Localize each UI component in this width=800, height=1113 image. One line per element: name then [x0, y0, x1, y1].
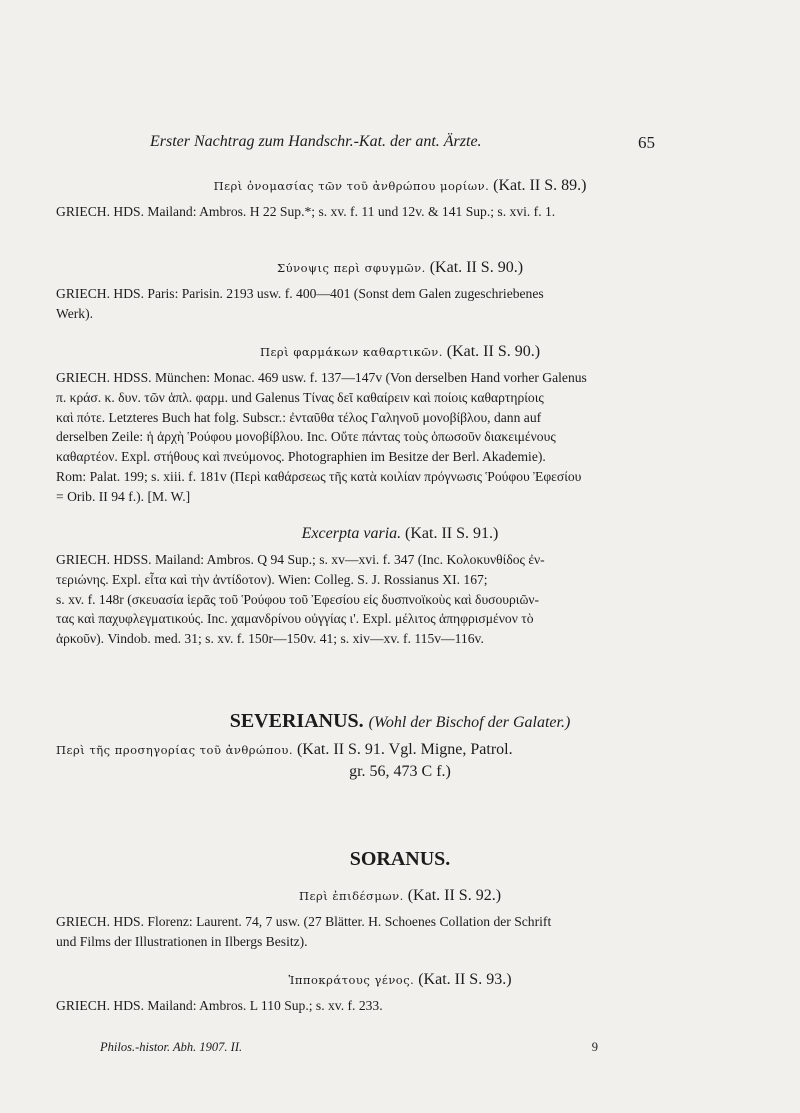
entry-text: = Orib. II 94 f.). [M. W.] [56, 488, 191, 504]
entry-title: Ἱπποκράτους γένος. (Kat. II S. 93.) [288, 971, 512, 988]
entry-text: τεριώνης. Expl. εἶτα καὶ τὴν ἀντίδοτον). Wien: Colleg. S. J. Rossianus XI. 167; [56, 571, 488, 587]
entry-text: καὶ πότε. Letzteres Buch hat folg. Subscr.: ἐνταῦθα τέλος Γαληνοῦ μονοβίβλου, dann auf [56, 409, 542, 425]
entry-title: Περὶ ὀνομασίας τῶν τοῦ ἀνθρώπου μορίων. (Kat. II S. 89.) [213, 177, 587, 194]
running-title: Erster Nachtrag zum Handschr.-Kat. der ant. Ärzte. [150, 133, 482, 150]
entry-title: Περὶ φαρμάκων καθαρτικῶν. (Kat. II S. 90.) [259, 343, 541, 360]
entry-text: τας καὶ παχυφλεγματικούς. Inc. χαμανδρίνου οὐγγίας ι'. Expl. μέλιτος ἀπηφρισμένον τὸ [56, 611, 534, 627]
signature-mark: 9 [591, 1040, 598, 1054]
entry-pharmaka [56, 343, 744, 507]
running-header [150, 133, 655, 151]
entry-title: Σύνοψις περὶ σφυγμῶν. (Kat. II S. 90.) [276, 259, 524, 276]
entry-text: GRIECH. HDSS. Mailand: Ambros. Q 94 Sup.; s. xv—xvi. f. 347 (Inc. Κολοκυνθίδος ἐν- [56, 552, 545, 567]
entry-text: π. κράσ. κ. δυν. τῶν ἁπλ. φαρμ. und Galenus Τίνας δεῖ καθαίρειν καὶ ποίοις καθαρτηρίοις [56, 389, 544, 405]
entry-title: Περὶ τῆς προσηγορίας τοῦ ἀνθρώπου. (Kat. II S. 91. Vgl. Migne, Patrol. [56, 741, 513, 758]
entry-synopsis [56, 259, 744, 324]
entry-text: GRIECH. HDS. Paris: Parisin. 2193 usw. f. 400—401 (Sonst dem Galen zugeschriebenes [56, 286, 544, 301]
entry-text: GRIECH. HDSS. München: Monac. 469 usw. f. 137—147v (Von derselben Hand vorher Galenus [56, 370, 587, 385]
entry-text: GRIECH. HDS. Mailand: Ambros. L 110 Sup.; s. xv. f. 233. [56, 998, 383, 1013]
entry-title: Περὶ ἐπιδέσμων. (Kat. II S. 92.) [298, 887, 502, 904]
entry-text: GRIECH. HDS. Mailand: Ambros. H 22 Sup.*; s. xv. f. 11 und 12v. & 141 Sup.; s. xvi. f. 1. [56, 204, 556, 219]
entry-text: Werk). [56, 305, 94, 321]
entry-text: ἀρκοῦν). Vindob. med. 31; s. xv. f. 150r—150v. 41; s. xiv—xv. f. 115v—116v. [56, 631, 484, 647]
entry-text: und Films der Illustrationen in Ilbergs Besitz). [56, 933, 308, 949]
entry-title-continued: gr. 56, 473 C f.) [349, 763, 451, 780]
section-severianus [56, 710, 744, 781]
entry-hippokrates-genos [56, 971, 744, 1016]
entry-text: derselben Zeile: ἡ ἀρχὴ Ῥούφου μονοβίβλου. Inc. Οὔτε πάντας τοὺς ὁπωσοῦν διακειμένους [56, 429, 556, 445]
section-soranus [56, 848, 744, 871]
entry-text: καθαρτέον. Expl. στήθους καὶ πνεύμονος. Photographien im Besitze der Berl. Akademie). [56, 449, 546, 465]
entry-text: GRIECH. HDS. Florenz: Laurent. 74, 7 usw. (27 Blätter. H. Schoenes Collation der Schrift [56, 914, 552, 929]
entry-text: s. xv. f. 148r (σκευασία ἱερᾶς τοῦ Ῥούφου τοῦ Ἐφεσίου εἰς δυσπνοϊκοὺς καὶ δυσουριῶν- [56, 591, 540, 607]
entry-title: Excerpta varia. (Kat. II S. 91.) [301, 525, 499, 542]
entry-onomasia [56, 177, 744, 222]
section-heading: SEVERIANUS. (Wohl der Bischof der Galater.) [229, 710, 571, 732]
entry-excerpta [56, 525, 744, 649]
page-footer [100, 1040, 598, 1055]
entry-epidesmon [56, 887, 744, 952]
footer-citation: Philos.-histor. Abh. 1907. II. [100, 1040, 243, 1054]
entry-text: Rom: Palat. 199; s. xiii. f. 181v (Περὶ καθάρσεως τῆς κατὰ κοιλίαν πρόγνωσις Ῥούφου Ἐφεσίου [56, 468, 582, 484]
page-number: 65 [638, 133, 655, 152]
section-heading: SORANUS. [349, 848, 451, 870]
